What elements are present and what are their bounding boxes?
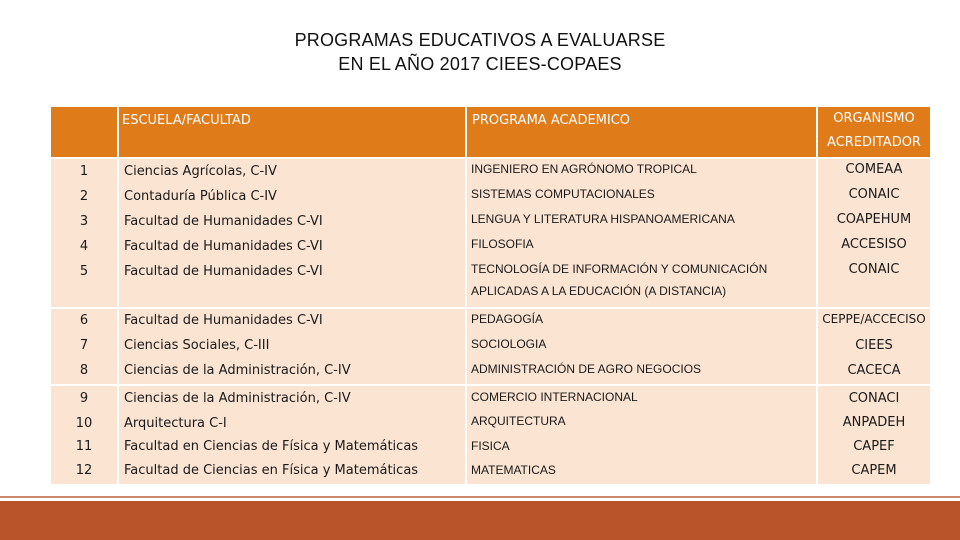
header-escuela: ESCUELA/FACULTAD [122,113,251,128]
escuela-text: Ciencias Sociales, C-III [124,338,270,353]
escuela-text: Facultad de Humanidades C-VI [124,313,323,328]
organismo-text: CONACI [848,391,900,406]
escuela-text: Ciencias de la Administración, C-IV [124,363,351,378]
title-line-1: PROGRAMAS EDUCATIVOS A EVALUARSE [294,30,666,50]
organismo-text: CEPPE/ACCECISO [822,312,926,326]
title-line-2: EN EL AÑO 2017 CIEES-COPAES [338,54,622,74]
group1-organismos [818,159,930,307]
escuela-text: Facultad de Humanidades C-VI [124,239,323,254]
row-number: 12 [75,463,93,478]
group3-organismos [818,386,930,484]
row-number: 1 [79,164,89,179]
slide-title [0,28,960,76]
group1-numbers [51,159,117,307]
programa-text: LENGUA Y LITERATURA HISPANOAMERICANA [471,212,735,226]
programa-text: INGENIERO EN AGRÓNOMO TROPICAL [471,162,697,176]
organismo-text: CAPEM [851,463,897,478]
organismo-text: CONAIC [848,187,900,202]
programa-text: TECNOLOGÍA DE INFORMACIÓN Y COMUNICACIÓN [471,262,768,276]
header-cell-number [51,107,117,157]
escuela-text: Facultad de Humanidades C-VI [124,264,323,279]
row-number: 6 [79,313,89,328]
group3-numbers [51,386,117,484]
programa-text: MATEMATICAS [471,463,556,477]
row-number: 11 [75,439,93,454]
escuela-text: Ciencias Agrícolas, C-IV [124,164,277,179]
header-cell-organismo [818,107,930,157]
header-organismo-line1: ORGANISMO [833,111,915,126]
programa-text: ARQUITECTURA [471,414,566,428]
row-number: 2 [79,189,89,204]
organismo-text: ANPADEH [842,415,906,430]
escuela-text: Facultad en Ciencias de Física y Matemáticas [124,439,419,454]
organismo-text: COAPEHUM [836,212,912,227]
header-organismo-line2: ACREDITADOR [827,135,921,150]
escuela-text: Facultad de Humanidades C-VI [124,214,323,229]
row-number: 4 [79,239,89,254]
organismo-text: CONAIC [848,262,900,277]
row-number: 9 [79,391,89,406]
group2-programas [467,309,816,384]
header-cell-programa [467,107,816,157]
organismo-text: CAPEF [853,439,895,454]
row-number: 3 [79,214,89,229]
escuela-text: Arquitectura C-I [124,416,227,431]
group3-escuelas [119,386,465,484]
group1-escuelas [119,159,465,307]
group1-programas [467,159,816,307]
organismo-text: CACECA [847,363,901,378]
programa-text: APLICADAS A LA EDUCACIÓN (A DISTANCIA) [471,284,727,298]
programa-text: ADMINISTRACIÓN DE AGRO NEGOCIOS [471,362,702,376]
programa-text: PEDAGOGÍA [471,312,544,326]
programa-text: FISICA [471,439,510,453]
organismo-text: CIEES [855,338,893,353]
footer-bar [0,501,960,540]
programa-text: SISTEMAS COMPUTACIONALES [471,187,655,201]
header-programa: PROGRAMA ACADEMICO [472,113,631,128]
programa-text: SOCIOLOGIA [471,337,547,351]
row-number: 7 [79,338,89,353]
header-cell-escuela [119,107,465,157]
programa-text: FILOSOFIA [471,237,534,251]
organismo-text: COMEAA [845,162,903,177]
footer-divider [0,496,960,498]
group2-escuelas [119,309,465,384]
row-number: 8 [79,363,89,378]
group2-numbers [51,309,117,384]
programa-text: COMERCIO INTERNACIONAL [471,390,638,404]
row-number: 5 [79,264,89,279]
organismo-text: ACCESISO [841,237,907,252]
escuela-text: Facultad de Ciencias en Física y Matemáticas [124,463,419,478]
group3-programas [467,386,816,484]
escuela-text: Ciencias de la Administración, C-IV [124,391,351,406]
group2-organismos [818,309,930,384]
escuela-text: Contaduría Pública C-IV [124,189,277,204]
row-number: 10 [75,416,93,431]
